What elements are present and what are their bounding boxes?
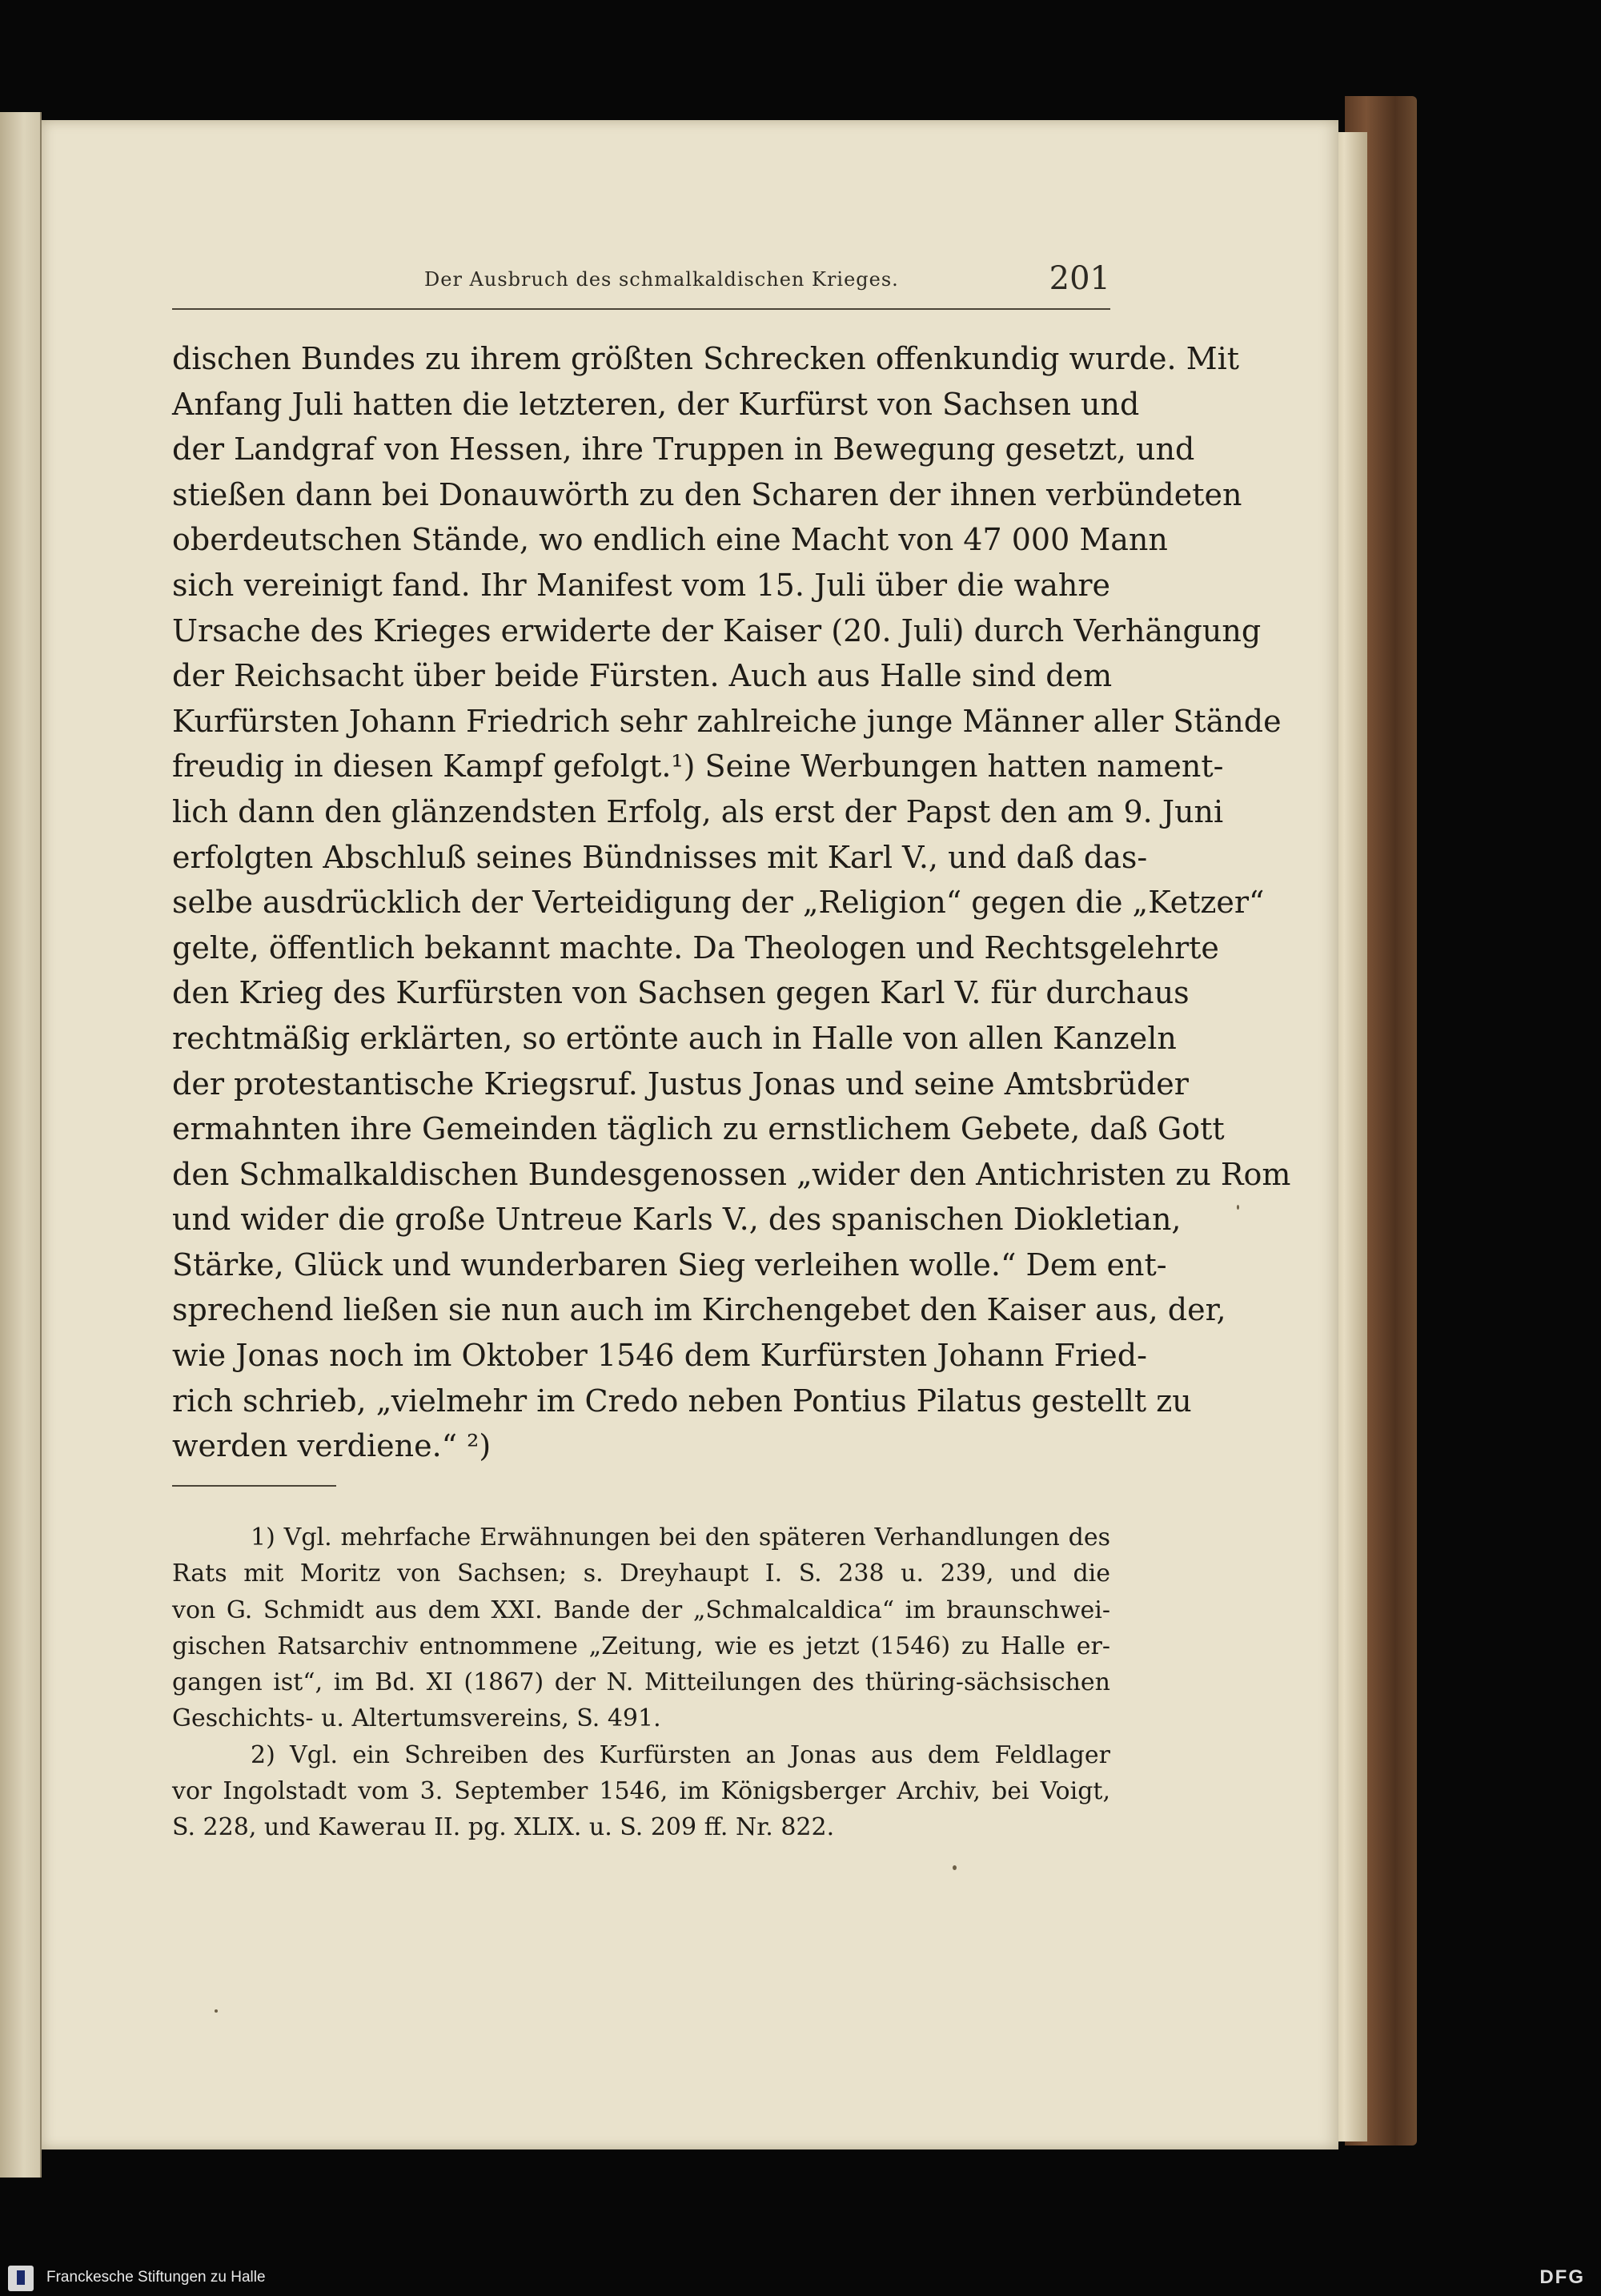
body-line: lich dann den glänzendsten Erfolg, als erst der Papst den am 9. Juni: [172, 793, 1224, 829]
body-line: der Reichsacht über beide Fürsten. Auch aus Halle sind dem: [172, 658, 1113, 694]
body-text: [172, 336, 1291, 1469]
institution-logo-icon: [8, 2266, 34, 2291]
footnote-line: von G. Schmidt aus dem XXI. Bande der „Schmalcaldica“ im braunschwei-: [172, 1596, 1110, 1624]
page-header: [172, 260, 1110, 310]
body-line: werden verdiene.“ ²): [172, 1428, 492, 1464]
paper-speck: [215, 2009, 218, 2013]
footnote-line: 1) Vgl. mehrfache Erwähnungen bei den späteren Verhandlungen des: [251, 1523, 1110, 1551]
footnote-line: 2) Vgl. ein Schreiben des Kurfürsten an Jonas aus dem Feldlager: [251, 1740, 1110, 1769]
body-line: und wider die große Untreue Karls V., des spanischen Diokletian,: [172, 1202, 1182, 1238]
body-line: sich vereinigt fand. Ihr Manifest vom 15. Juli über die wahre: [172, 567, 1110, 603]
body-line: Ursache des Krieges erwiderte der Kaiser (20. Juli) durch Verhängung: [172, 612, 1262, 648]
footnote-divider: [172, 1485, 336, 1487]
footnote-line: S. 228, und Kawerau II. pg. XLIX. u. S. 209 ff. Nr. 822.: [172, 1813, 835, 1842]
footnote-line: vor Ingolstadt vom 3. September 1546, im Königsberger Archiv, bei Voigt,: [172, 1777, 1110, 1806]
body-line: selbe ausdrücklich der Verteidigung der „Religion“ gegen die „Ketzer“: [172, 885, 1265, 921]
footnotes: [172, 1519, 1110, 1846]
left-page-edge: [0, 112, 42, 2178]
body-line: den Schmalkaldischen Bundesgenossen „wider den Antichristen zu Rom: [172, 1156, 1291, 1192]
paper-speck: [953, 1865, 957, 1870]
footnote-line: Rats mit Moritz von Sachsen; s. Dreyhaupt I. S. 238 u. 239, und die: [172, 1559, 1110, 1588]
running-title: Der Ausbruch des schmalkaldischen Krieges.: [424, 268, 899, 291]
body-line: freudig in diesen Kampf gefolgt.¹) Seine Werbungen hatten nament-: [172, 749, 1224, 785]
body-line: Kurfürsten Johann Friedrich sehr zahlreiche junge Männer aller Stände: [172, 703, 1282, 739]
body-line: erfolgten Abschluß seines Bündnisses mit Karl V., und daß das-: [172, 839, 1148, 875]
dfg-badge: DFG: [1539, 2266, 1585, 2288]
body-line: ermahnten ihre Gemeinden täglich zu ernstlichem Gebete, daß Gott: [172, 1111, 1225, 1147]
body-line: den Krieg des Kurfürsten von Sachsen gegen Karl V. für durchaus: [172, 975, 1190, 1011]
body-line: wie Jonas noch im Oktober 1546 dem Kurfürsten Johann Fried-: [172, 1338, 1147, 1374]
body-line: Stärke, Glück und wunderbaren Sieg verleihen wolle.“ Dem ent-: [172, 1246, 1167, 1282]
body-line: gelte, öffentlich bekannt machte. Da Theologen und Rechtsgelehrte: [172, 929, 1219, 965]
footnote-line: gangen ist“, im Bd. XI (1867) der N. Mitteilungen des thüring-sächsischen: [172, 1668, 1110, 1697]
body-line: stießen dann bei Donauwörth zu den Scharen der ihnen verbündeten: [172, 476, 1242, 512]
paper-speck: [1237, 1205, 1239, 1210]
footnote-line: gischen Ratsarchiv entnommene „Zeitung, wie es jetzt (1546) zu Halle er-: [172, 1632, 1110, 1660]
page-number: 201: [1049, 260, 1110, 297]
body-line: rechtmäßig erklärten, so ertönte auch in Halle von allen Kanzeln: [172, 1020, 1177, 1056]
body-line: der protestantische Kriegsruf. Justus Jonas und seine Amtsbrüder: [172, 1066, 1189, 1102]
body-line: der Landgraf von Hessen, ihre Truppen in Bewegung gesetzt, und: [172, 432, 1195, 468]
viewer-footer: [0, 2259, 1601, 2296]
body-line: oberdeutschen Stände, wo endlich eine Macht von 47 000 Mann: [172, 522, 1168, 558]
institution-name: Franckesche Stiftungen zu Halle: [46, 2269, 266, 2286]
body-line: dischen Bundes zu ihrem größten Schrecken offenkundig wurde. Mit: [172, 341, 1240, 376]
body-line: Anfang Juli hatten die letzteren, der Kurfürst von Sachsen und: [172, 386, 1140, 422]
body-line: sprechend ließen sie nun auch im Kirchengebet den Kaiser aus, der,: [172, 1292, 1226, 1328]
footnote-line: Geschichts- u. Altertumsvereins, S. 491.: [172, 1704, 661, 1733]
body-line: rich schrieb, „vielmehr im Credo neben Pontius Pilatus gestellt zu: [172, 1383, 1192, 1419]
